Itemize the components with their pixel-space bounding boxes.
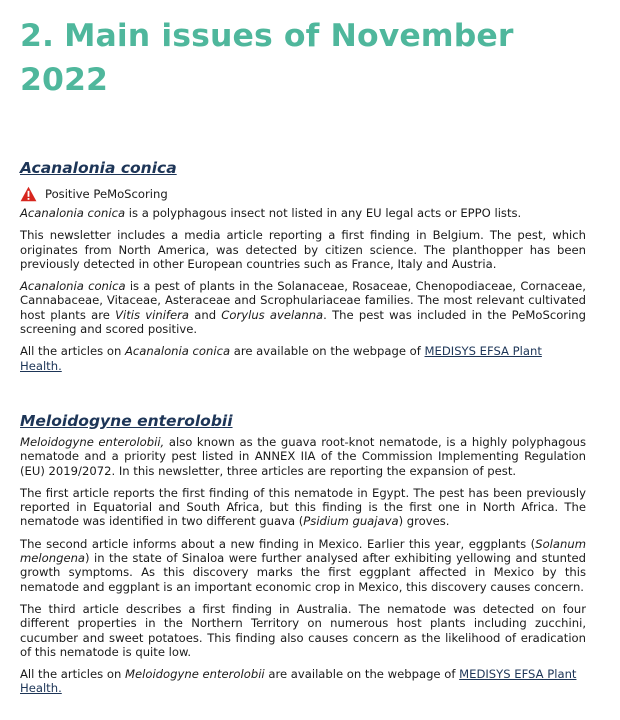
status-label: Positive PeMoScoring [45, 187, 168, 201]
paragraph-text: All the articles on [20, 344, 125, 359]
paragraph [20, 667, 586, 696]
warning-triangle-icon [20, 186, 37, 202]
paragraph-text: . The pest was included in the PeMoScoring screening and scored positive. [20, 307, 587, 337]
pemoscoring-status [20, 186, 586, 202]
paragraph [20, 206, 586, 220]
section-number: 2. [20, 18, 55, 54]
pest-section-acanalonia [20, 158, 586, 373]
paragraph: The third article describes a first finding in Australia. The nematode was detected on four different properties in the Northern Territory on numerous host plants including zucchini, cucumber and sweet potatoes. This finding also causes concern as the likelihood of eradication of this nematode is quite low. [20, 601, 586, 659]
newsletter-page [20, 14, 586, 696]
paragraph-text: ) groves. [398, 514, 450, 529]
paragraph-text: and [189, 307, 222, 322]
pest-title: Acanalonia conica [20, 159, 177, 177]
species-name: Acanalonia conica [125, 344, 231, 359]
paragraph: This newsletter includes a media article reporting a first finding in Belgium. The pest, which originates from North America, was detected by citizen science. The planthopper has been previously detected in other European countries such as France, Italy and Austria. [20, 228, 586, 271]
paragraph-text: are available on the webpage of [230, 344, 425, 359]
section-heading: Main issues of November 2022 [20, 18, 514, 98]
pest-section-meloidogyne [20, 411, 586, 696]
paragraph-text: is a polyphagous insect not listed in any EU legal acts or EPPO lists. [125, 206, 522, 220]
species-name: Meloidogyne enterolobii [125, 667, 265, 682]
paragraph-text: All the articles on [20, 667, 125, 682]
host-plant-name: Psidium guajava [303, 514, 399, 529]
species-name: Meloidogyne enterolobii, [20, 434, 165, 449]
paragraph-text: The second article informs about a new finding in Mexico. Earlier this year, eggplants ( [20, 536, 536, 551]
paragraph-text: The first article reports the first finding of this nematode in Egypt. The pest has been previously reported in Equatorial and South Africa, but this finding is the first one in North Africa. The nematode was identified in two different guava ( [20, 485, 586, 529]
medisys-link[interactable]: MEDISYS EFSA Plant Health. [20, 344, 542, 373]
host-plant-name: Corylus avelanna [221, 307, 324, 322]
paragraph [20, 279, 586, 336]
paragraph [20, 486, 586, 529]
paragraph [20, 344, 586, 373]
pest-title: Meloidogyne enterolobii [20, 411, 233, 430]
paragraph-text: also known as the guava root-knot nematode, is a highly polyphagous nematode and a priority pest listed in ANNEX IIA of the Commission Implementing Regulation (EU) 2019/2072. In this newsletter, three articles are reporting the expansion of pest. [20, 434, 586, 478]
paragraph [20, 537, 586, 594]
species-name: Acanalonia conica [20, 279, 126, 294]
paragraph-text: is a pest of plants in the Solanaceae, Rosaceae, Chenopodiaceae, Cornaceae, Cannabaceae, Vitaceae, Asteraceae and Scrophulariaceae families. The most relevant cultivated host plants are [20, 279, 586, 322]
paragraph [20, 435, 586, 478]
host-plant-name: Solanum melongena [20, 536, 586, 566]
paragraph-text: are available on the webpage of [264, 667, 460, 682]
species-name: Acanalonia conica [20, 206, 126, 220]
medisys-link[interactable]: MEDISYS EFSA Plant Health. [20, 667, 577, 696]
page-title [20, 14, 586, 102]
paragraph-text: ) in the state of Sinaloa were further analysed after exhibiting yellowing and stunted growth symptoms. As this discovery marks the first eggplant affected in Mexico by this nematode and eggplant is an important economic crop in Mexico, this discovery causes concern. [20, 551, 586, 594]
host-plant-name: Vitis vinifera [115, 307, 190, 322]
